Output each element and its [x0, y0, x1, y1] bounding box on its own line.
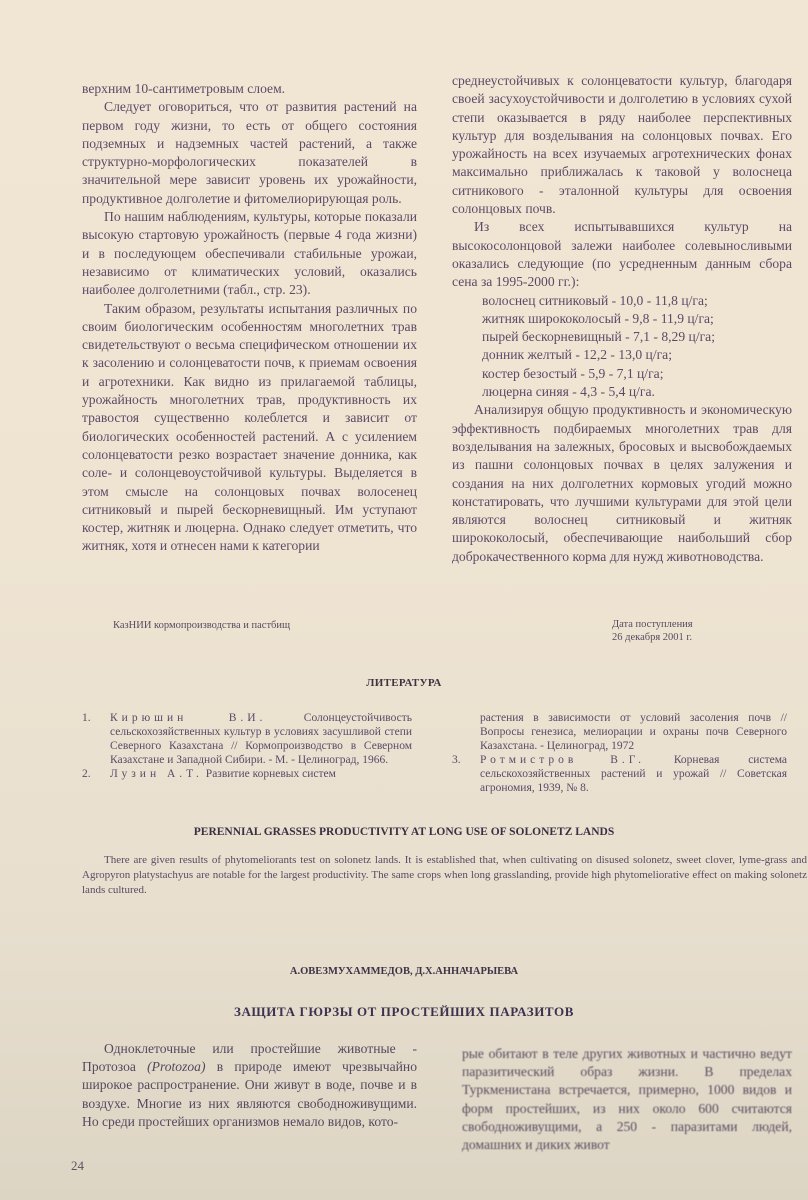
reference-text: Солонцеустойчивость сельскохозяйственных культур в условиях засушливой степи Северного Казахстана // Кормопроизводство в Северном Казахстане и Западной Сибири. - М. - Целиноград, 1966.: [110, 712, 412, 766]
paragraph: Одноклеточные или простейшие животные - Протозоа (Protozoa) в природе имеют чрезвычайно широкое распространение. Они живут в воде, почве и в воздухе. Многие из них являются свободноживущими. Но среди простейших организмов немало видов, кото-: [82, 1041, 418, 1129]
article1-right-column: [452, 72, 792, 566]
affiliation: КазНИИ кормопроизводства и пастбищ: [113, 620, 291, 631]
received-date: 26 декабря 2001 г.: [612, 632, 693, 643]
list-item: житняк ширококолосый - 9,8 - 11,9 ц/га;: [482, 310, 714, 326]
list-item: пырей бескорневищный - 7,1 - 8,29 ц/га;: [482, 329, 715, 345]
reference-item: [82, 767, 412, 781]
english-abstract: [82, 853, 807, 898]
article2-left-column: [82, 1040, 417, 1131]
reference-item: [82, 711, 412, 767]
references-right-column: [452, 711, 787, 795]
article2-title: ЗАЩИТА ГЮРЗЫ ОТ ПРОСТЕЙШИХ ПАРАЗИТОВ: [233, 1004, 575, 1019]
latin-term: (Protozoa): [147, 1059, 206, 1075]
abstract-text: There are given results of phytomeliorants test on solonetz lands. It is established that, when cultivating on disused solonetz, sweet clover, lyme-grass and Agropyron platystachyus are notable for the largest productivity. The same crops when long grasslanding, provide high phytomeliorative effect on making solonetz lands cultured.: [82, 854, 807, 896]
paragraph: Следует оговориться, что от развития растений на первом году жизни, то есть от общего состояния подземных и надземных частей растений, а также структурно-морфологических показателей в значительной мере зависит уровень их урожайности, продуктивное долголетие и фитомелиорирующая роль.: [82, 99, 417, 206]
paragraph: верхним 10-сантиметровым слоем.: [82, 81, 286, 96]
reference-author: Кирюшин В.И.: [110, 712, 267, 724]
paragraph: По нашим наблюдениям, культуры, которые показали высокую стартовую урожайность (первые 4 года жизни) и в последующем обеспечивали стабильные урожаи, независимо от климатических условий, оказались наиболее долголетними (табл., стр. 23).: [82, 209, 417, 298]
conclusion-paragraph: Анализируя общую продуктивность и экономическую эффективность подбираемых многолетних трав для возделывания на залежных, бросовых и высвобождаемых из пашни солонцовых почвах в целях залужения и создания на них долголетних кормовых угодий можно констатировать, что лучшими культурами для этой цели являются волоснец ситниковый и житняк ширококолосый, обеспечивающие наибольший сбор доброкачественного корма для нужд животноводства.: [452, 402, 792, 564]
reference-author: Ротмистров В.Г.: [480, 754, 645, 766]
list-item: костер безостый - 5,9 - 7,1 ц/га;: [482, 365, 664, 381]
reference-text: Корневая система сельскохозяйственных растений и урожай // Советская агрономия, 1939, № 8.: [480, 754, 787, 794]
reference-text: Развитие корневых систем: [205, 768, 336, 780]
references-left-column: [82, 711, 412, 781]
english-summary-title: PERENNIAL GRASSES PRODUCTIVITY AT LONG USE OF SOLONETZ LANDS: [193, 826, 615, 838]
article1-left-column: [82, 80, 417, 556]
paragraph: Из всех испытывавшихся культур на высокосолонцовой залежи наиболее солевыносливыми оказались следующие (по усредненным данным сбора сена за 1995-2000 гг.):: [452, 219, 792, 290]
literature-heading: ЛИТЕРАТУРА: [366, 677, 442, 689]
paragraph: рые обитают в теле других животных и частично ведут паразитический образ жизни. В пределах Туркменистана встречается, примерно, 1000 видов и форм простейших, из них около 600 считаются свободноживущими, а 250 - паразитами людей, домашних и диких живот: [462, 1046, 792, 1153]
paragraph: среднеустойчивых к солонцеватости культур, благодаря своей засухоустойчивости и долголетию в условиях сухой степи оказывается в ряду наиболее перспективных культур для возделывания на солонцовых почвах. Его урожайность на всех изучаемых агротехнических фонах максимально приближалась к таковой у волоснеца ситникового - эталонной культуры для освоения солонцовых почв.: [452, 73, 792, 217]
list-item: люцерна синяя - 4,3 - 5,4 ц/га.: [482, 384, 655, 400]
received-date-block: [612, 618, 693, 644]
article2-right-column: [462, 1045, 792, 1154]
list-item: волоснец ситниковый - 10,0 - 11,8 ц/га;: [482, 292, 708, 308]
reference-text: растения в зависимости от условий засоления почв // Вопросы генезиса, мелиорации и охраны почв Северного Казахстана. - Целиноград, 1972: [480, 712, 787, 752]
reference-continuation: [452, 711, 787, 753]
paragraph: Таким образом, результаты испытания различных по своим биологическим особенностям многолетних трав свидетельствуют о весьма специфическом отношении их к засолению и солонцеватости почв, к приемам освоения и агротехники. Как видно из прилагаемой таблицы, урожайность многолетних трав, продуктивность их травостоя существенно колеблется и зависит от биологических особенностей растений. А с усилением солонцеватости резко возрастает значение донника, как соле- и солонцевоустойчивой культуры. Выделяется в этом смысле на солонцовых почвах волосенец ситниковый и пырей бескорневищный. Им уступают костер, житняк и люцерна. Однако следует отметить, что житняк, хотя и отнесен нами к категории: [82, 300, 417, 554]
reference-number: 3.: [452, 754, 461, 766]
reference-item: [452, 753, 787, 795]
yield-list: [452, 292, 792, 402]
reference-author: Лузин А.Т.: [110, 768, 203, 780]
reference-number: 2.: [82, 768, 91, 780]
list-item: донник желтый - 12,2 - 13,0 ц/га;: [482, 347, 672, 363]
received-label: Дата поступления: [612, 619, 693, 630]
page-number: 24: [71, 1158, 84, 1173]
article2-authors: А.ОВЕЗМУХАММЕДОВ, Д.Х.АННАЧАРЫЕВА: [289, 966, 519, 977]
reference-number: 1.: [82, 712, 91, 724]
